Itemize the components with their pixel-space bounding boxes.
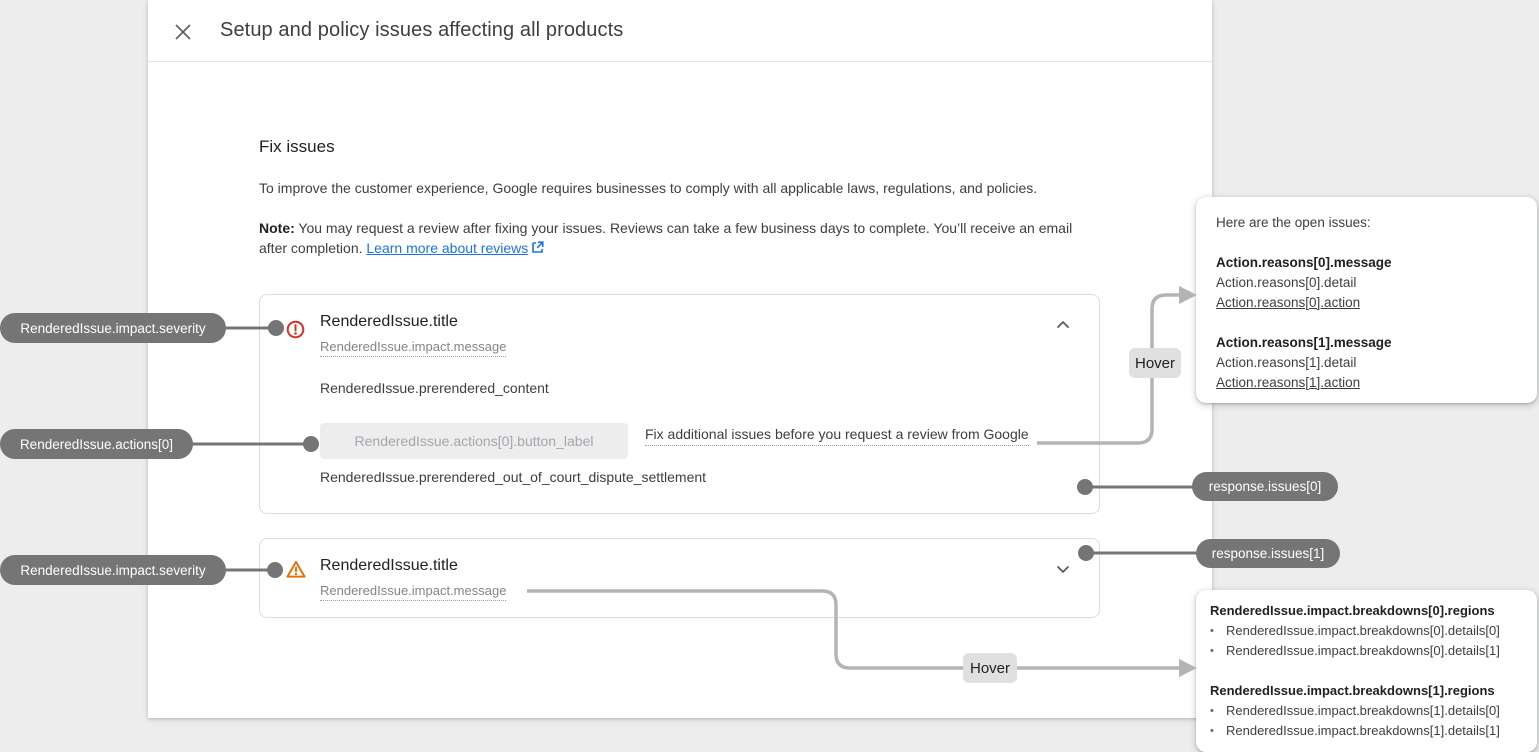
reason-action-link[interactable]: Action.reasons[1].action [1216, 375, 1361, 390]
dialog-header [148, 0, 1212, 62]
reason-group-1 [1216, 333, 1517, 393]
breakdown-detail-row [1210, 641, 1523, 661]
prerendered-content: RenderedIssue.prerendered_content [320, 380, 549, 396]
breakdown-detail: RenderedIssue.impact.breakdowns[0].details[1] [1226, 643, 1500, 658]
annotation-pill-impact-severity-2: RenderedIssue.impact.severity [0, 555, 226, 585]
breakdown-detail: RenderedIssue.impact.breakdowns[1].details[1] [1226, 723, 1500, 738]
note-paragraph [259, 218, 1104, 259]
dispute-settlement-text: RenderedIssue.prerendered_out_of_court_dispute_settlement [320, 469, 707, 485]
impact-message[interactable]: RenderedIssue.impact.message [320, 339, 506, 357]
breakdown-detail: RenderedIssue.impact.breakdowns[1].details[0] [1226, 703, 1500, 718]
bullet-icon: • [1210, 625, 1214, 637]
annotation-pill-response-issues-0: response.issues[0] [1192, 472, 1338, 501]
issue-action-button[interactable]: RenderedIssue.actions[0].button_label [320, 423, 628, 459]
fix-issues-heading: Fix issues [259, 137, 335, 156]
tooltip-intro: Here are the open issues: [1216, 215, 1371, 230]
reason-detail: Action.reasons[0].detail [1216, 275, 1357, 290]
open-issues-tooltip [1196, 197, 1537, 403]
learn-more-link[interactable]: Learn more about reviews [366, 240, 529, 256]
issue-title: RenderedIssue.title [320, 313, 458, 330]
note-body: You may request a review after fixing your issues. Reviews can take a few business days to complete. You’ll receive an email after completion. [259, 220, 1073, 256]
button-caption[interactable]: Fix additional issues before you request a review from Google [645, 426, 1029, 446]
reason-message: Action.reasons[0].message [1216, 255, 1392, 270]
breakdown-detail: RenderedIssue.impact.breakdowns[0].details[0] [1226, 623, 1500, 638]
impact-message[interactable]: RenderedIssue.impact.message [320, 583, 506, 601]
issue-card-error [259, 294, 1100, 514]
hover-label-top: Hover [1129, 348, 1181, 378]
intro-paragraph: To improve the customer experience, Google requires businesses to comply with all applicable laws, regulations, and policies. [259, 180, 1038, 196]
reason-action-link[interactable]: Action.reasons[0].action [1216, 295, 1361, 310]
issue-title: RenderedIssue.title [320, 557, 458, 574]
close-icon[interactable] [174, 23, 192, 41]
note-label: Note: [259, 220, 295, 236]
breakdown-group-0 [1210, 601, 1523, 661]
hover-label-bottom: Hover [963, 653, 1017, 683]
bullet-icon: • [1210, 725, 1214, 737]
annotation-pill-impact-severity-1: RenderedIssue.impact.severity [0, 313, 226, 343]
reason-group-0 [1216, 253, 1517, 313]
external-link-icon [531, 239, 544, 259]
chevron-down-icon[interactable] [1053, 559, 1073, 579]
dialog-title: Setup and policy issues affecting all products [220, 19, 624, 41]
breakdown-group-1 [1210, 681, 1523, 741]
breakdown-regions: RenderedIssue.impact.breakdowns[1].regions [1210, 683, 1495, 698]
chevron-up-icon[interactable] [1053, 315, 1073, 335]
breakdown-detail-row [1210, 701, 1523, 721]
reason-detail: Action.reasons[1].detail [1216, 355, 1357, 370]
reason-message: Action.reasons[1].message [1216, 335, 1392, 350]
bullet-icon: • [1210, 705, 1214, 717]
issues-dialog [148, 0, 1212, 718]
breakdown-detail-row [1210, 621, 1523, 641]
breakdown-detail-row [1210, 721, 1523, 741]
annotation-pill-actions: RenderedIssue.actions[0] [0, 429, 193, 459]
issue-card-warning [259, 538, 1100, 618]
annotation-pill-response-issues-1: response.issues[1] [1196, 539, 1340, 568]
breakdown-regions: RenderedIssue.impact.breakdowns[0].regions [1210, 603, 1495, 618]
warning-severity-icon [286, 560, 305, 579]
bullet-icon: • [1210, 645, 1214, 657]
breakdowns-tooltip [1196, 590, 1537, 752]
error-severity-icon [286, 320, 305, 339]
